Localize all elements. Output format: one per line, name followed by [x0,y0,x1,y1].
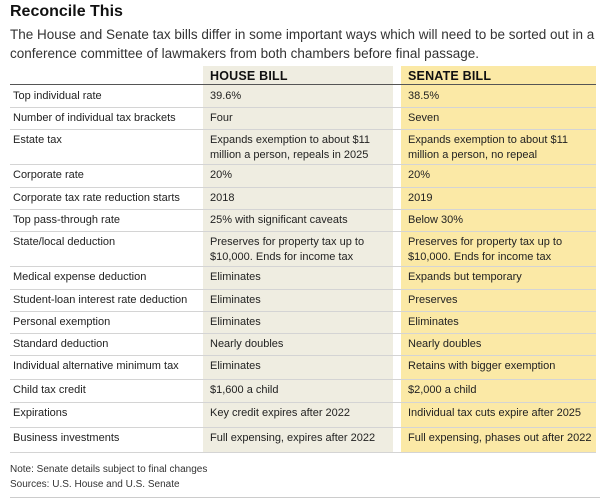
row-label: Expirations [13,407,68,419]
row-label: Medical expense deduction [13,271,147,283]
row-label: Corporate rate [13,169,84,181]
page-title: Reconcile This [10,3,123,20]
table-row [10,164,596,188]
senate-bill-value: Individual tax cuts expire after 2025 [408,407,582,419]
house-bill-value: Eliminates [210,294,261,306]
row-label: Number of individual tax brackets [13,112,176,124]
note-text: Note: Senate details subject to final changes [10,464,208,475]
senate-bill-value: Expands exemption to about $11 million a person, no repeal [408,134,569,161]
house-bill-header: HOUSE BILL [210,69,288,83]
house-bill-value: Full expensing, expires after 2022 [210,432,376,444]
table-row [10,209,596,232]
table-row [10,266,596,290]
table-row [10,333,596,356]
house-bill-value: $1,600 a child [210,384,279,396]
senate-bill-value: 20% [408,169,431,181]
house-bill-value: Key credit expires after 2022 [210,407,351,419]
row-label: Top individual rate [13,90,102,102]
table-row [10,129,596,165]
row-label: Child tax credit [13,384,86,396]
senate-bill-value: Preserves [408,294,458,306]
house-bill-value: 2018 [210,192,235,204]
senate-bill-value: Eliminates [408,316,459,328]
footer-divider [10,497,600,498]
house-bill-value: Expands exemption to about $11 million a person, repeals in 2025 [210,134,371,161]
senate-bill-value: Nearly doubles [408,338,482,350]
table-row [10,289,596,312]
house-bill-value: Nearly doubles [210,338,284,350]
row-label: Top pass-through rate [13,214,121,226]
senate-bill-value: Expands but temporary [408,271,522,283]
senate-bill-value: Preserves for property tax up to $10,000. Ends for income tax [408,236,563,263]
house-bill-value: Eliminates [210,360,261,372]
house-bill-value: Eliminates [210,316,261,328]
page-subtitle: The House and Senate tax bills differ in some important ways which will need to be sorted out in a conference committee of lawmakers from both chambers before final passage. [10,27,595,61]
house-bill-value: 20% [210,169,233,181]
row-label: Personal exemption [13,316,111,328]
table-row [10,187,596,210]
table-row [10,427,596,453]
row-label: Standard deduction [13,338,109,350]
senate-bill-value: 38.5% [408,90,440,102]
table-row [10,311,596,334]
row-label: Business investments [13,432,120,444]
house-bill-value: 39.6% [210,90,242,102]
table-row [10,379,596,403]
table-row [10,355,596,380]
senate-bill-value: Full expensing, phases out after 2022 [408,432,592,444]
senate-bill-value: 2019 [408,192,433,204]
row-label: State/local deduction [13,236,116,248]
sources-text: Sources: U.S. House and U.S. Senate [10,479,180,490]
house-bill-value: Four [210,112,233,124]
row-label: Estate tax [13,134,62,146]
house-bill-value: Eliminates [210,271,261,283]
house-bill-value: 25% with significant caveats [210,214,348,226]
table-row [10,85,596,108]
senate-bill-header: SENATE BILL [408,69,492,83]
table-row [10,107,596,130]
senate-bill-value: Seven [408,112,440,124]
table-row [10,231,596,267]
senate-bill-value: Retains with bigger exemption [408,360,556,372]
row-label: Student-loan interest rate deduction [13,294,188,306]
senate-bill-value: Below 30% [408,214,464,226]
row-label: Individual alternative minimum tax [13,360,179,372]
house-bill-value: Preserves for property tax up to $10,000. Ends for income tax [210,236,365,263]
senate-bill-value: $2,000 a child [408,384,477,396]
table-row [10,402,596,428]
row-label: Corporate tax rate reduction starts [13,192,180,204]
